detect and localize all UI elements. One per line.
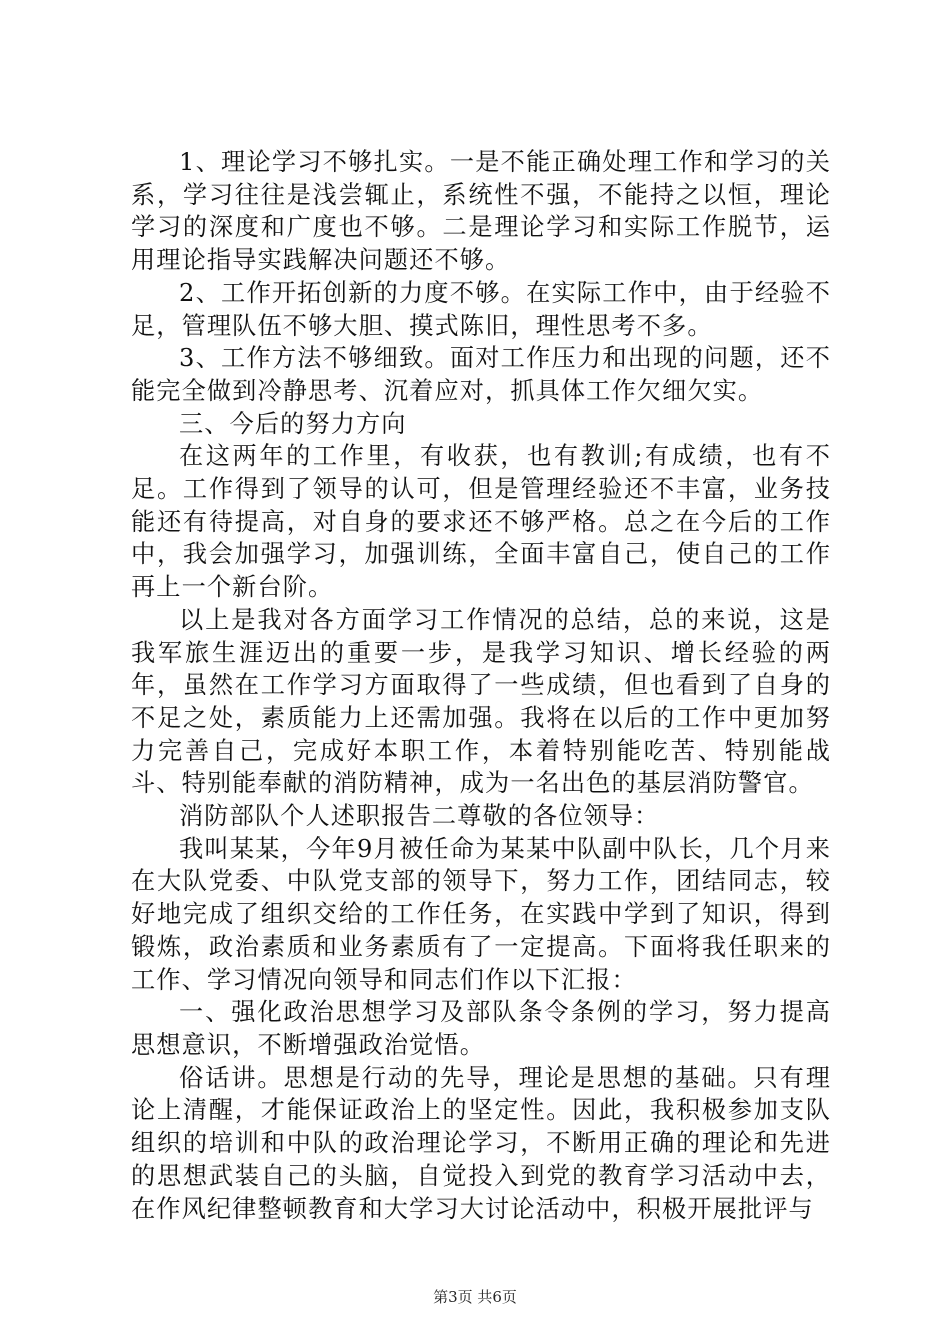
paragraph: 俗话讲。思想是行动的先导，理论是思想的基础。只有理论上清醒，才能保证政治上的坚定性。因此，我积极参加支队组织的培训和中队的政治理论学习，不断用正确的理论和先进的思想武装自己的头脑，自觉投入到党的教育学习活动中去，在作风纪律整顿教育和大学习大讨论活动中，积极开展批评与 — [131, 1063, 831, 1223]
document-body — [131, 146, 831, 1225]
section-heading: 一、强化政治思想学习及部队条令条例的学习，努力提高思想意识，不断增强政治觉悟。 — [131, 998, 831, 1059]
paragraph: 3、工作方法不够细致。面对工作压力和出现的问题，还不能完全做到冷静思考、沉着应对，抓具体工作欠细欠实。 — [131, 344, 831, 405]
paragraph: 2、工作开拓创新的力度不够。在实际工作中，由于经验不足，管理队伍不够大胆、摸式陈旧，理性思考不多。 — [131, 278, 831, 340]
paragraph: 在这两年的工作里，有收获，也有教训;有成绩，也有不足。工作得到了领导的认可，但是管理经验还不丰富，业务技能还有待提高，对自身的要求还不够严格。总之在今后的工作中，我会加强学习，加强训练，全面丰富自己，使自己的工作再上一个新台阶。 — [131, 442, 831, 602]
section-heading: 消防部队个人述职报告二尊敬的各位领导： — [179, 802, 660, 831]
page-footer: 第3页 共6页 — [433, 1288, 517, 1306]
paragraph: 我叫某某，今年9月被任命为某某中队副中队长，几个月来在大队党委、中队党支部的领导下，努力工作，团结同志，较好地完成了组织交给的工作任务，在实践中学到了知识，得到锻炼，政治素质和业务素质有了一定提高。下面将我任职来的工作、学习情况向领导和同志们作以下汇报： — [131, 834, 831, 994]
paragraph: 1、理论学习不够扎实。一是不能正确处理工作和学习的关系，学习往往是浅尝辄止，系统性不强，不能持之以恒，理论学习的深度和广度也不够。二是理论学习和实际工作脱节，运用理论指导实践解决问题还不够。 — [131, 148, 831, 275]
paragraph: 以上是我对各方面学习工作情况的总结，总的来说，这是我军旅生涯迈出的重要一步，是我学习知识、增长经验的两年，虽然在工作学习方面取得了一些成绩，但也看到了自身的不足之处，素质能力上还需加强。我将在以后的工作中更加努力完善自己，完成好本职工作，本着特别能吃苦、特别能战斗、特别能奉献的消防精神，成为一名出色的基层消防警官。 — [131, 605, 831, 798]
section-heading: 三、今后的努力方向 — [179, 409, 407, 438]
